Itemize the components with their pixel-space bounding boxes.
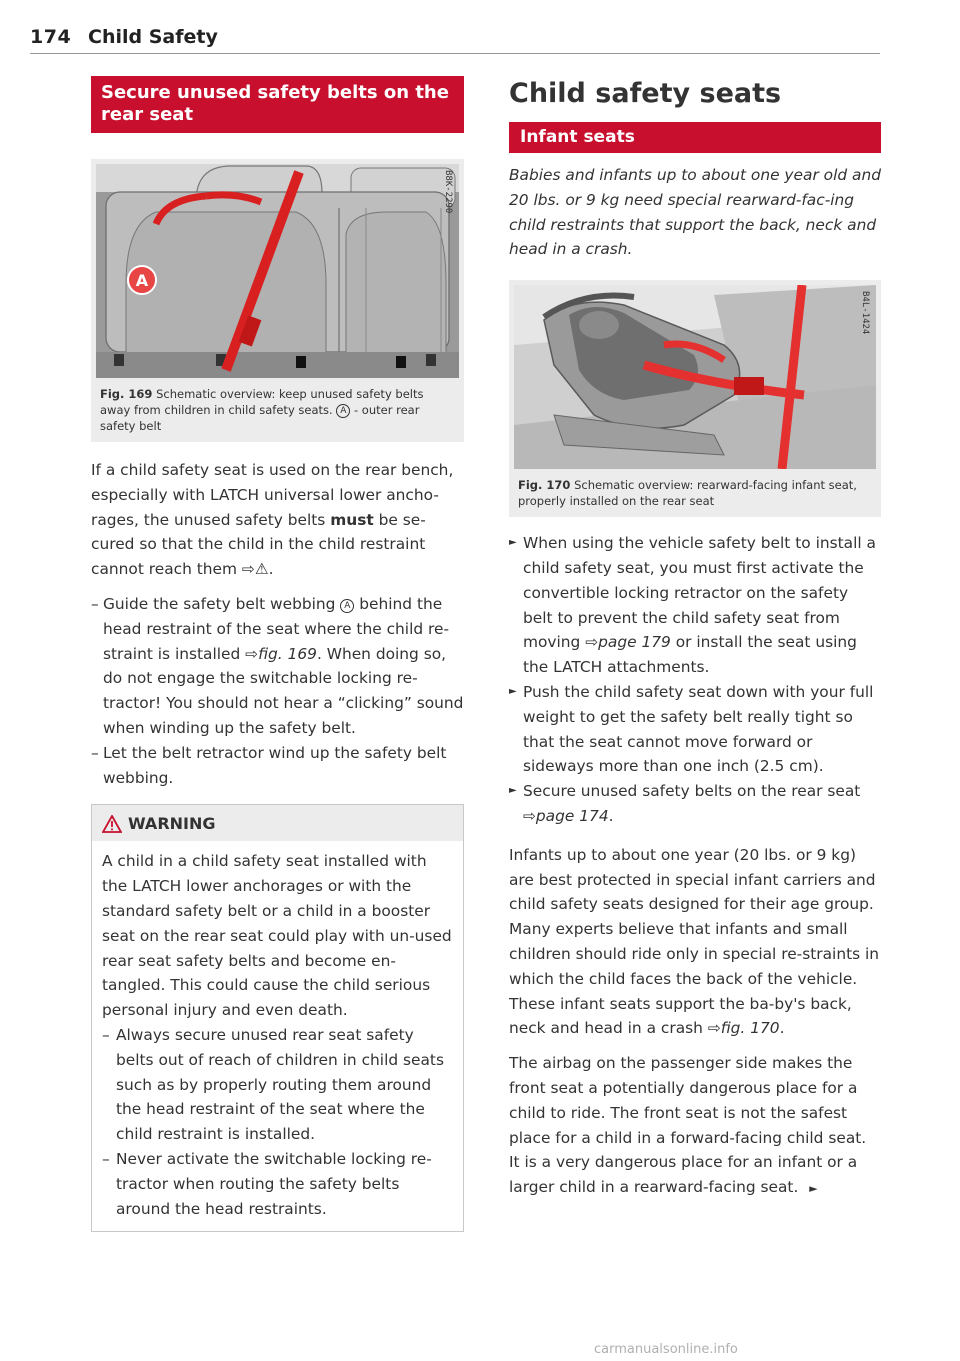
chapter-title: Child safety seats (509, 78, 782, 109)
step-1-text-c: . When doing so, do not engage the switchable locking re-tractor! You should not hear a “clicking” sound when winding up the safety belt. (103, 644, 464, 737)
cross-ref-arrow: ⇨ (523, 806, 536, 825)
figure-caption-label: Fig. 170 (518, 478, 571, 493)
warning-header (92, 805, 463, 841)
figure-169 (91, 159, 464, 442)
figure-170-image (514, 285, 876, 469)
page-number: 174 (30, 26, 72, 48)
bullet-1 (509, 531, 881, 680)
section-heading: Secure unused safety belts on the rear seat (91, 76, 464, 133)
footer-watermark: carmanualsonline.info (594, 1342, 738, 1357)
right-column (509, 76, 881, 1202)
figure-caption-text: Schematic overview: keep unused safety belts away from children in child safety seats. (100, 387, 424, 417)
warning-body (92, 841, 463, 1231)
step-1-text-b: behind the head restraint of the seat where the child re-straint is installed (103, 594, 450, 663)
rear-seat-illustration (96, 164, 459, 378)
infant-paragraph: Infants up to about one year (20 lbs. or 9 kg) are best protected in special infant carriers and child safety seats designed for their age group. Many experts believe that infants and small children should ride only in special re-straints in which the child faces the back of the vehicle. These infant seats support the ba-by's back, neck and head in a crash ⇨fig. 170. (509, 845, 880, 1038)
intro-text-a: If a child safety seat is used on the rear bench, especially with LATCH universal lower ancho-rages, the unused safety belts (91, 461, 454, 529)
step-1 (91, 592, 464, 741)
caption-marker: A (336, 404, 350, 418)
left-column (91, 76, 464, 1232)
cross-ref-arrow: ⇨ (585, 633, 599, 652)
warning-ref-icon[interactable]: ⚠ (254, 560, 269, 579)
figure-caption (96, 378, 459, 434)
warning-text: A child in a child safety seat installed with the LATCH lower anchorages or with the standard safety belt or a child in a booster seat on the rear seat could play with un-used rear seat safety belts and become en-tangled. This could cause the child serious personal injury and even death. (102, 852, 452, 1020)
figure-code-text: B8K-2290 (443, 170, 453, 214)
cross-ref-arrow: ⇨ (707, 1019, 721, 1038)
section-title: Child Safety (88, 26, 218, 48)
figure-code (858, 291, 872, 351)
fig-169-link[interactable]: fig. 169 (258, 644, 317, 663)
page-174-link[interactable]: page 174 (535, 806, 609, 825)
bullet-2: ► Push the child safety seat down with your full weight to get the safety belt really tight so that the seat cannot move forward or sideways more than one inch (2.5 cm). (509, 680, 881, 779)
figure-marker-a: A (135, 271, 149, 290)
step-1-text-a: Guide the safety belt webbing (103, 594, 336, 613)
intro-bold: must (330, 510, 374, 529)
continue-arrow: ► (809, 1182, 818, 1196)
cross-ref-arrow: ⇨ (241, 560, 255, 579)
infant-seat-illustration (514, 285, 876, 469)
bullet-3: ► Secure unused safety belts on the rear seat ⇨page 174. (509, 779, 881, 829)
bullet-1-text-a: When using the vehicle safety belt to install a child safety seat, you must first activate the convertible locking retractor on the safety belt to prevent the child safety seat from moving (523, 534, 876, 652)
intro-italic: Babies and infants up to about one year old and 20 lbs. or 9 kg need special rearward-fac-ing child restraints that support the back, neck and head in a crash. (509, 166, 881, 259)
step-1-marker: A (340, 599, 354, 613)
figure-caption-text: Schematic overview: rearward-facing infant seat, properly installed on the rear seat (518, 478, 857, 509)
figure-code (441, 170, 455, 230)
airbag-paragraph-text: The airbag on the passenger side makes the front seat a potentially dangerous place for a child to ride. The front seat is not the safest place for a child in a forward-facing child seat. It is a very dangerous place for an infant or a larger child in a rearward-facing seat. (509, 1054, 867, 1197)
bullet-1-text-b: or install the seat using the LATCH attachments. (523, 633, 857, 677)
infant-paragraph-text: Infants up to about one year (20 lbs. or 9 kg) are best protected in special infant carriers and child safety seats designed for their age group. Many experts believe that infants and small children should ride only in special re-straints in which the child faces the back of the vehicle. These infant seats support the ba-by's back, neck and head in a crash (509, 845, 880, 1038)
figure-169-image (96, 164, 459, 378)
warning-title: WARNING (128, 814, 216, 834)
figure-170 (509, 280, 881, 517)
intro-paragraph: If a child safety seat is used on the rear bench, especially with LATCH universal lower ancho-rages, the unused safety belts must be se-cured so that the child in the child restraint cannot reach them ⇨⚠. (91, 461, 454, 579)
step-2: – Let the belt retractor wind up the safety belt webbing. (91, 741, 464, 791)
figure-caption (514, 469, 876, 509)
figure-caption-tail: - outer rear safety belt (100, 403, 420, 433)
cross-ref-arrow: ⇨ (245, 644, 259, 663)
page-header (30, 24, 880, 54)
figure-caption-label: Fig. 169 (100, 387, 153, 401)
figure-code-text: B4L-1424 (860, 291, 870, 335)
page-179-link[interactable]: page 179 (598, 633, 671, 652)
warning-item-2: – Never activate the switchable locking re-tractor when routing the safety belts around the head restraints. (102, 1147, 453, 1221)
bullet-3-text: Secure unused safety belts on the rear seat (523, 782, 861, 801)
fig-170-link[interactable]: fig. 170 (720, 1019, 780, 1038)
airbag-paragraph (509, 1051, 881, 1202)
warning-triangle-icon (102, 815, 122, 833)
warning-item-1: – Always secure unused rear seat safety belts out of reach of children in child seats such as by properly routing them around the head restraint of the seat where the child restraint is installed. (102, 1023, 453, 1147)
subsection-heading: Infant seats (509, 122, 881, 153)
intro-text-b: be se-cured so that the child in the child restraint cannot reach them (91, 510, 426, 579)
warning-box (91, 804, 464, 1232)
